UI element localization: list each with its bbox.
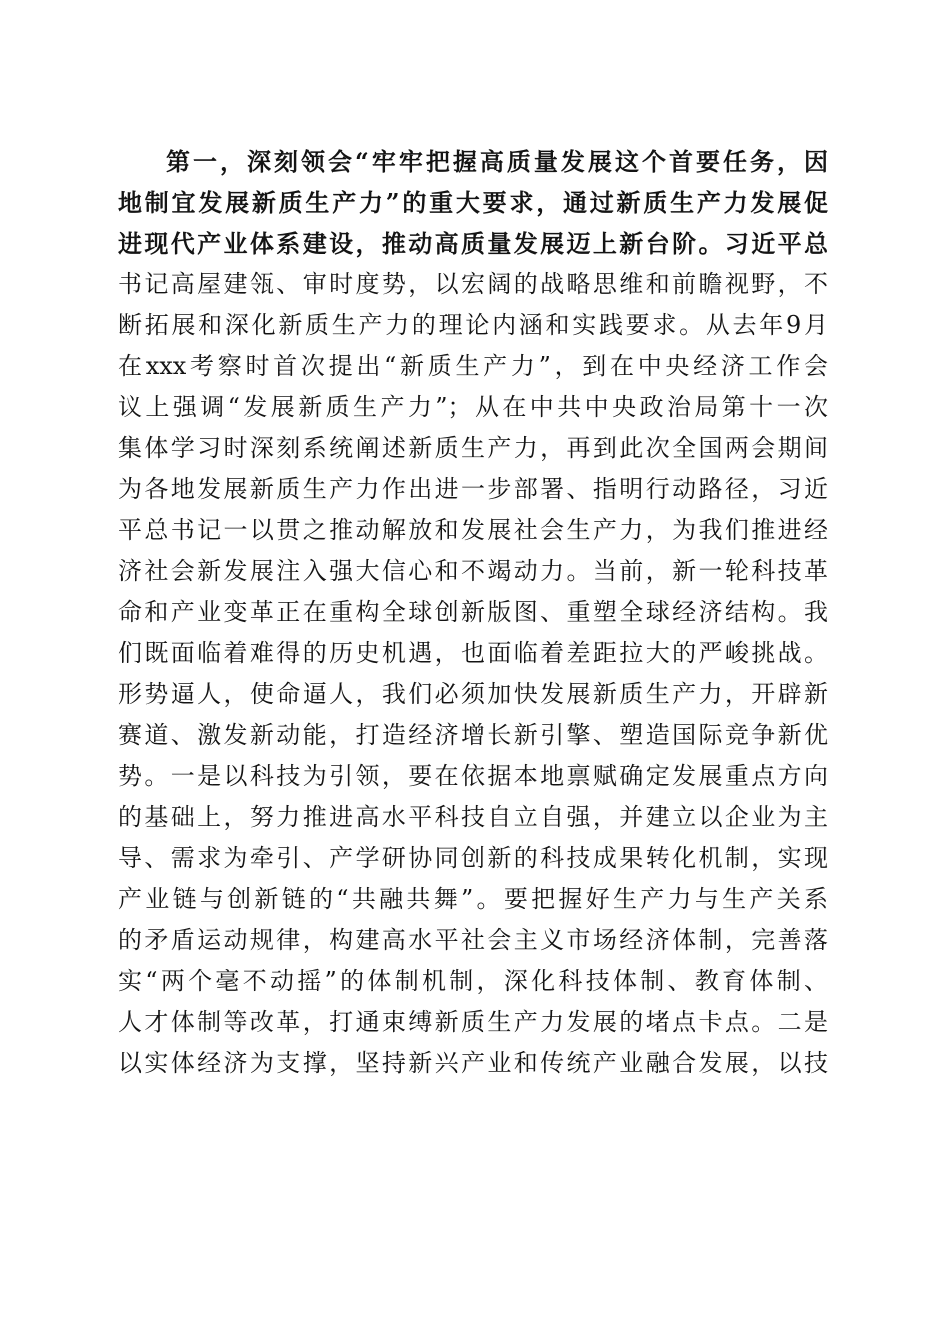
paragraph-line: 在xxx考察时首次提出“新质生产力”，到在中央经济工作会 [118, 352, 828, 380]
paragraph-line: 导、需求为牵引、产学研协同创新的科技成果转化机制，实现 [118, 844, 828, 872]
paragraph-line: 赛道、激发新动能，打造经济增长新引擎、塑造国际竞争新优 [118, 721, 828, 749]
paragraph-line: 进现代产业体系建设，推动高质量发展迈上新台阶。习近平总 [118, 229, 828, 258]
paragraph-line: 地制宜发展新质生产力”的重大要求，通过新质生产力发展促 [118, 188, 828, 217]
paragraph-line: 产业链与创新链的“共融共舞”。要把握好生产力与生产关系 [118, 885, 828, 913]
paragraph-line: 以实体经济为支撑，坚持新兴产业和传统产业融合发展，以技 [118, 1049, 828, 1077]
paragraph-line: 书记高屋建瓴、审时度势，以宏阔的战略思维和前瞻视野，不 [118, 270, 828, 298]
paragraph-line: 为各地发展新质生产力作出进一步部署、指明行动路径，习近 [118, 475, 828, 503]
body-paragraph [118, 141, 828, 1084]
paragraph-line: 们既面临着难得的历史机遇，也面临着差距拉大的严峻挑战。 [118, 639, 828, 667]
paragraph-line: 的基础上，努力推进高水平科技自立自强，并建立以企业为主 [118, 803, 828, 831]
paragraph-line: 议上强调“发展新质生产力”；从在中共中央政治局第十一次 [118, 393, 828, 421]
paragraph-line: 命和产业变革正在重构全球创新版图、重塑全球经济结构。我 [118, 598, 828, 626]
paragraph-line: 济社会新发展注入强大信心和不竭动力。当前，新一轮科技革 [118, 557, 828, 585]
paragraph-line: 集体学习时深刻系统阐述新质生产力，再到此次全国两会期间 [118, 434, 828, 462]
paragraph-line: 人才体制等改革，打通束缚新质生产力发展的堵点卡点。二是 [118, 1008, 828, 1036]
paragraph-line: 势。一是以科技为引领，要在依据本地禀赋确定发展重点方向 [118, 762, 828, 790]
paragraph-line: 平总书记一以贯之推动解放和发展社会生产力，为我们推进经 [118, 516, 828, 544]
paragraph-line: 形势逼人，使命逼人，我们必须加快发展新质生产力，开辟新 [118, 680, 828, 708]
paragraph-line: 第一，深刻领会“牢牢把握高质量发展这个首要任务，因 [166, 147, 828, 176]
paragraph-line: 实“两个毫不动摇”的体制机制，深化科技体制、教育体制、 [118, 967, 828, 995]
paragraph-line: 断拓展和深化新质生产力的理论内涵和实践要求。从去年9月 [118, 311, 828, 339]
paragraph-line: 的矛盾运动规律，构建高水平社会主义市场经济体制，完善落 [118, 926, 828, 954]
